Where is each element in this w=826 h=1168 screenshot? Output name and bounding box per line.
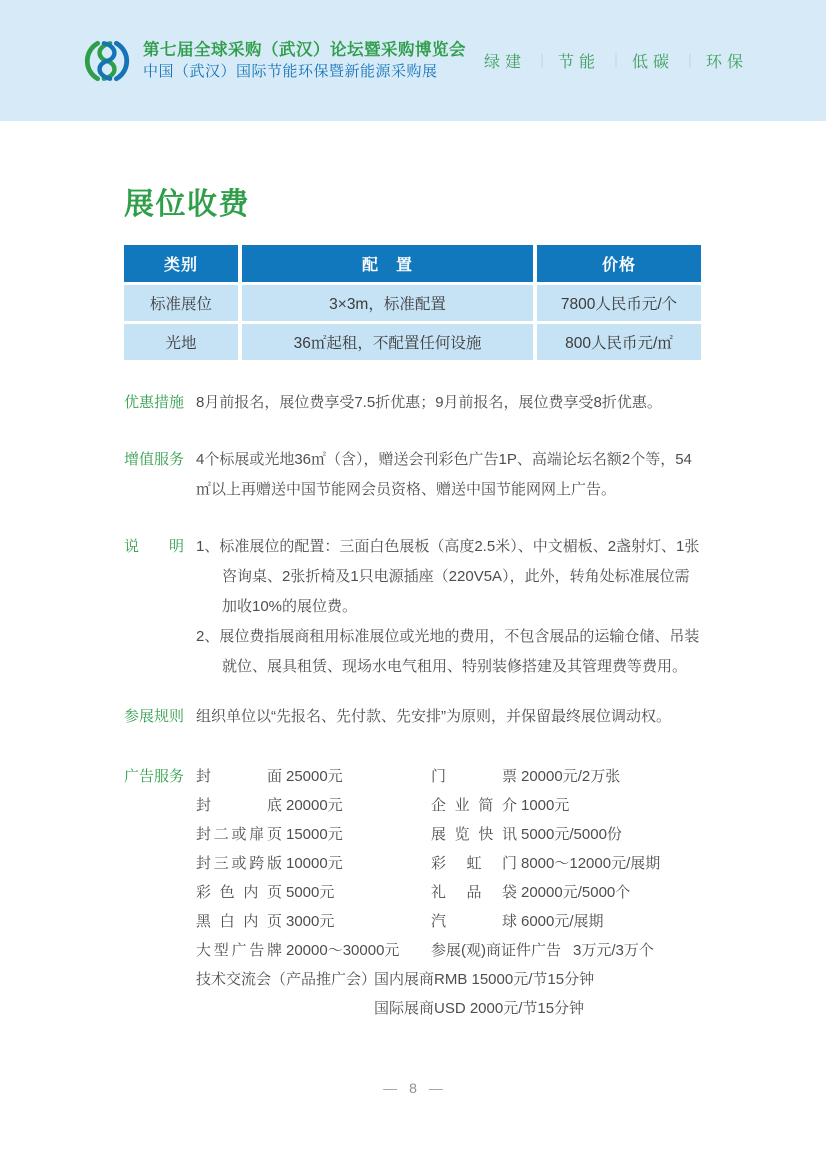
ad-item-price: 3万元/3万个 — [573, 941, 654, 959]
tag-separator: ｜ — [534, 52, 549, 69]
page-footer — [0, 1080, 826, 1096]
section-label: 优惠措施 — [124, 394, 185, 411]
table-cell: 3×3m，标准配置 — [242, 285, 533, 321]
ad-item-price: 10000元 — [286, 854, 343, 872]
section-label: 广告服务 — [124, 768, 185, 785]
ad-item-price: 25000元 — [286, 767, 343, 785]
ad-item-name: 彩色内页 — [196, 883, 282, 901]
note-item: 1、标准展位的配置：三面白色展板（高度2.5米）、中文楣板、2盏射灯、1张咨询桌、2张折椅及1只电源插座（220V5A），此外，转角处标准展位需加收10%的展位费。 — [196, 538, 700, 615]
table-cell: 800人民币元/㎡ — [537, 324, 701, 360]
list-item — [196, 791, 701, 820]
column-header-configuration: 配 置 — [242, 245, 533, 282]
table-cell: 7800人民币元/个 — [537, 285, 701, 321]
brand-block — [82, 36, 466, 86]
list-item — [196, 820, 701, 849]
list-item — [196, 907, 701, 936]
ad-item-name: 黑白内页 — [196, 912, 282, 930]
column-header-category: 类别 — [124, 245, 238, 282]
section-label — [124, 532, 196, 682]
list-item — [196, 965, 701, 994]
page-title: 展位收费 — [124, 188, 250, 221]
ad-item-name: 封二或扉页 — [196, 825, 282, 843]
table-cell: 36㎡起租，不配置任何设施 — [242, 324, 533, 360]
page-header — [0, 0, 826, 121]
ad-item-name: 参展(观)商证件广告 — [431, 941, 561, 959]
list-item — [196, 849, 701, 878]
tag-separator: ｜ — [682, 52, 697, 69]
ad-item-name: 展览快讯 — [431, 825, 517, 843]
ad-item-name: 封底 — [196, 796, 282, 814]
footer-dash: — — [428, 1080, 443, 1096]
ad-item-name: 封面 — [196, 767, 282, 785]
ad-item-price: 1000元 — [521, 796, 570, 814]
ad-item-price: 20000元/5000个 — [521, 883, 631, 901]
ad-item-name: 企业简介 — [431, 796, 517, 814]
ad-item-name: 技术交流会（产品推广会） — [196, 970, 377, 988]
ad-item-price: 20000元 — [286, 796, 343, 814]
section-text: 8月前报名，展位费享受7.5折优惠；9月前报名，展位费享受8折优惠。 — [196, 394, 662, 411]
ad-item-price: 15000元 — [286, 825, 343, 843]
ad-item-name: 门票 — [431, 767, 517, 785]
expo-logo-icon — [82, 36, 132, 86]
ad-item-price: 8000～12000元/展期 — [521, 854, 661, 872]
section-value-added — [124, 445, 702, 505]
ad-item-name: 封三或跨版 — [196, 854, 282, 872]
tag-eco-friendly: 环保 — [705, 54, 748, 71]
expo-subtitle: 中国（武汉）国际节能环保暨新能源采购展 — [143, 62, 438, 80]
ad-item-name: 彩虹门 — [431, 854, 517, 872]
tag-energy-saving: 节能 — [557, 54, 600, 71]
expo-title: 第七届全球采购（武汉）论坛暨采购博览会 — [143, 40, 466, 59]
list-item — [196, 762, 701, 791]
section-label: 增值服务 — [124, 451, 185, 468]
tag-green-building: 绿建 — [483, 54, 526, 71]
section-notes — [124, 532, 702, 682]
section-advertising — [124, 762, 702, 1023]
section-text: 4个标展或光地36㎡（含），赠送会刊彩色广告1P、高端论坛名额2个等，54㎡以上再赠送中国节能网会员资格、赠送中国节能网网上广告。 — [196, 451, 692, 498]
ad-item-price: 20000～30000元 — [286, 941, 400, 959]
list-item — [196, 994, 701, 1023]
tag-low-carbon: 低碳 — [631, 54, 674, 71]
brand-text — [143, 39, 466, 82]
page-number: 8 — [409, 1080, 417, 1096]
section-discount — [124, 388, 702, 418]
table-cell: 光地 — [124, 324, 238, 360]
ad-item-price: 国际展商USD 2000元/节15分钟 — [374, 999, 585, 1017]
table-cell: 标准展位 — [124, 285, 238, 321]
ad-item-name: 大型广告牌 — [196, 941, 282, 959]
ad-item-name: 礼品袋 — [431, 883, 517, 901]
section-rules — [124, 702, 702, 732]
ads-price-list — [196, 762, 701, 1023]
ad-item-price: 5000元 — [286, 883, 335, 901]
header-tags — [484, 49, 748, 72]
column-header-price: 价格 — [537, 245, 701, 282]
ad-item-price: 3000元 — [286, 912, 335, 930]
section-label-text: 说明 — [124, 538, 184, 555]
section-text: 组织单位以“先报名、先付款、先安排”为原则，并保留最终展位调动权。 — [196, 708, 671, 725]
ad-item-name: 汽球 — [431, 912, 517, 930]
tag-separator: ｜ — [608, 52, 623, 69]
footer-dash: — — [383, 1080, 398, 1096]
booth-fee-table — [124, 245, 701, 360]
section-text — [196, 532, 701, 682]
ad-item-price: 6000元/展期 — [521, 912, 604, 930]
section-label: 参展规则 — [124, 708, 185, 725]
note-item: 2、展位费指展商租用标准展位或光地的费用，不包含展品的运输仓储、吊装就位、展具租赁、现场水电气租用、特别装修搭建及其管理费等费用。 — [196, 628, 700, 675]
ad-item-price: 国内展商RMB 15000元/节15分钟 — [374, 970, 595, 988]
ad-item-price: 20000元/2万张 — [521, 767, 621, 785]
main-content — [0, 184, 826, 1023]
list-item — [196, 878, 701, 907]
ad-item-price: 5000元/5000份 — [521, 825, 622, 843]
list-item — [196, 936, 701, 965]
